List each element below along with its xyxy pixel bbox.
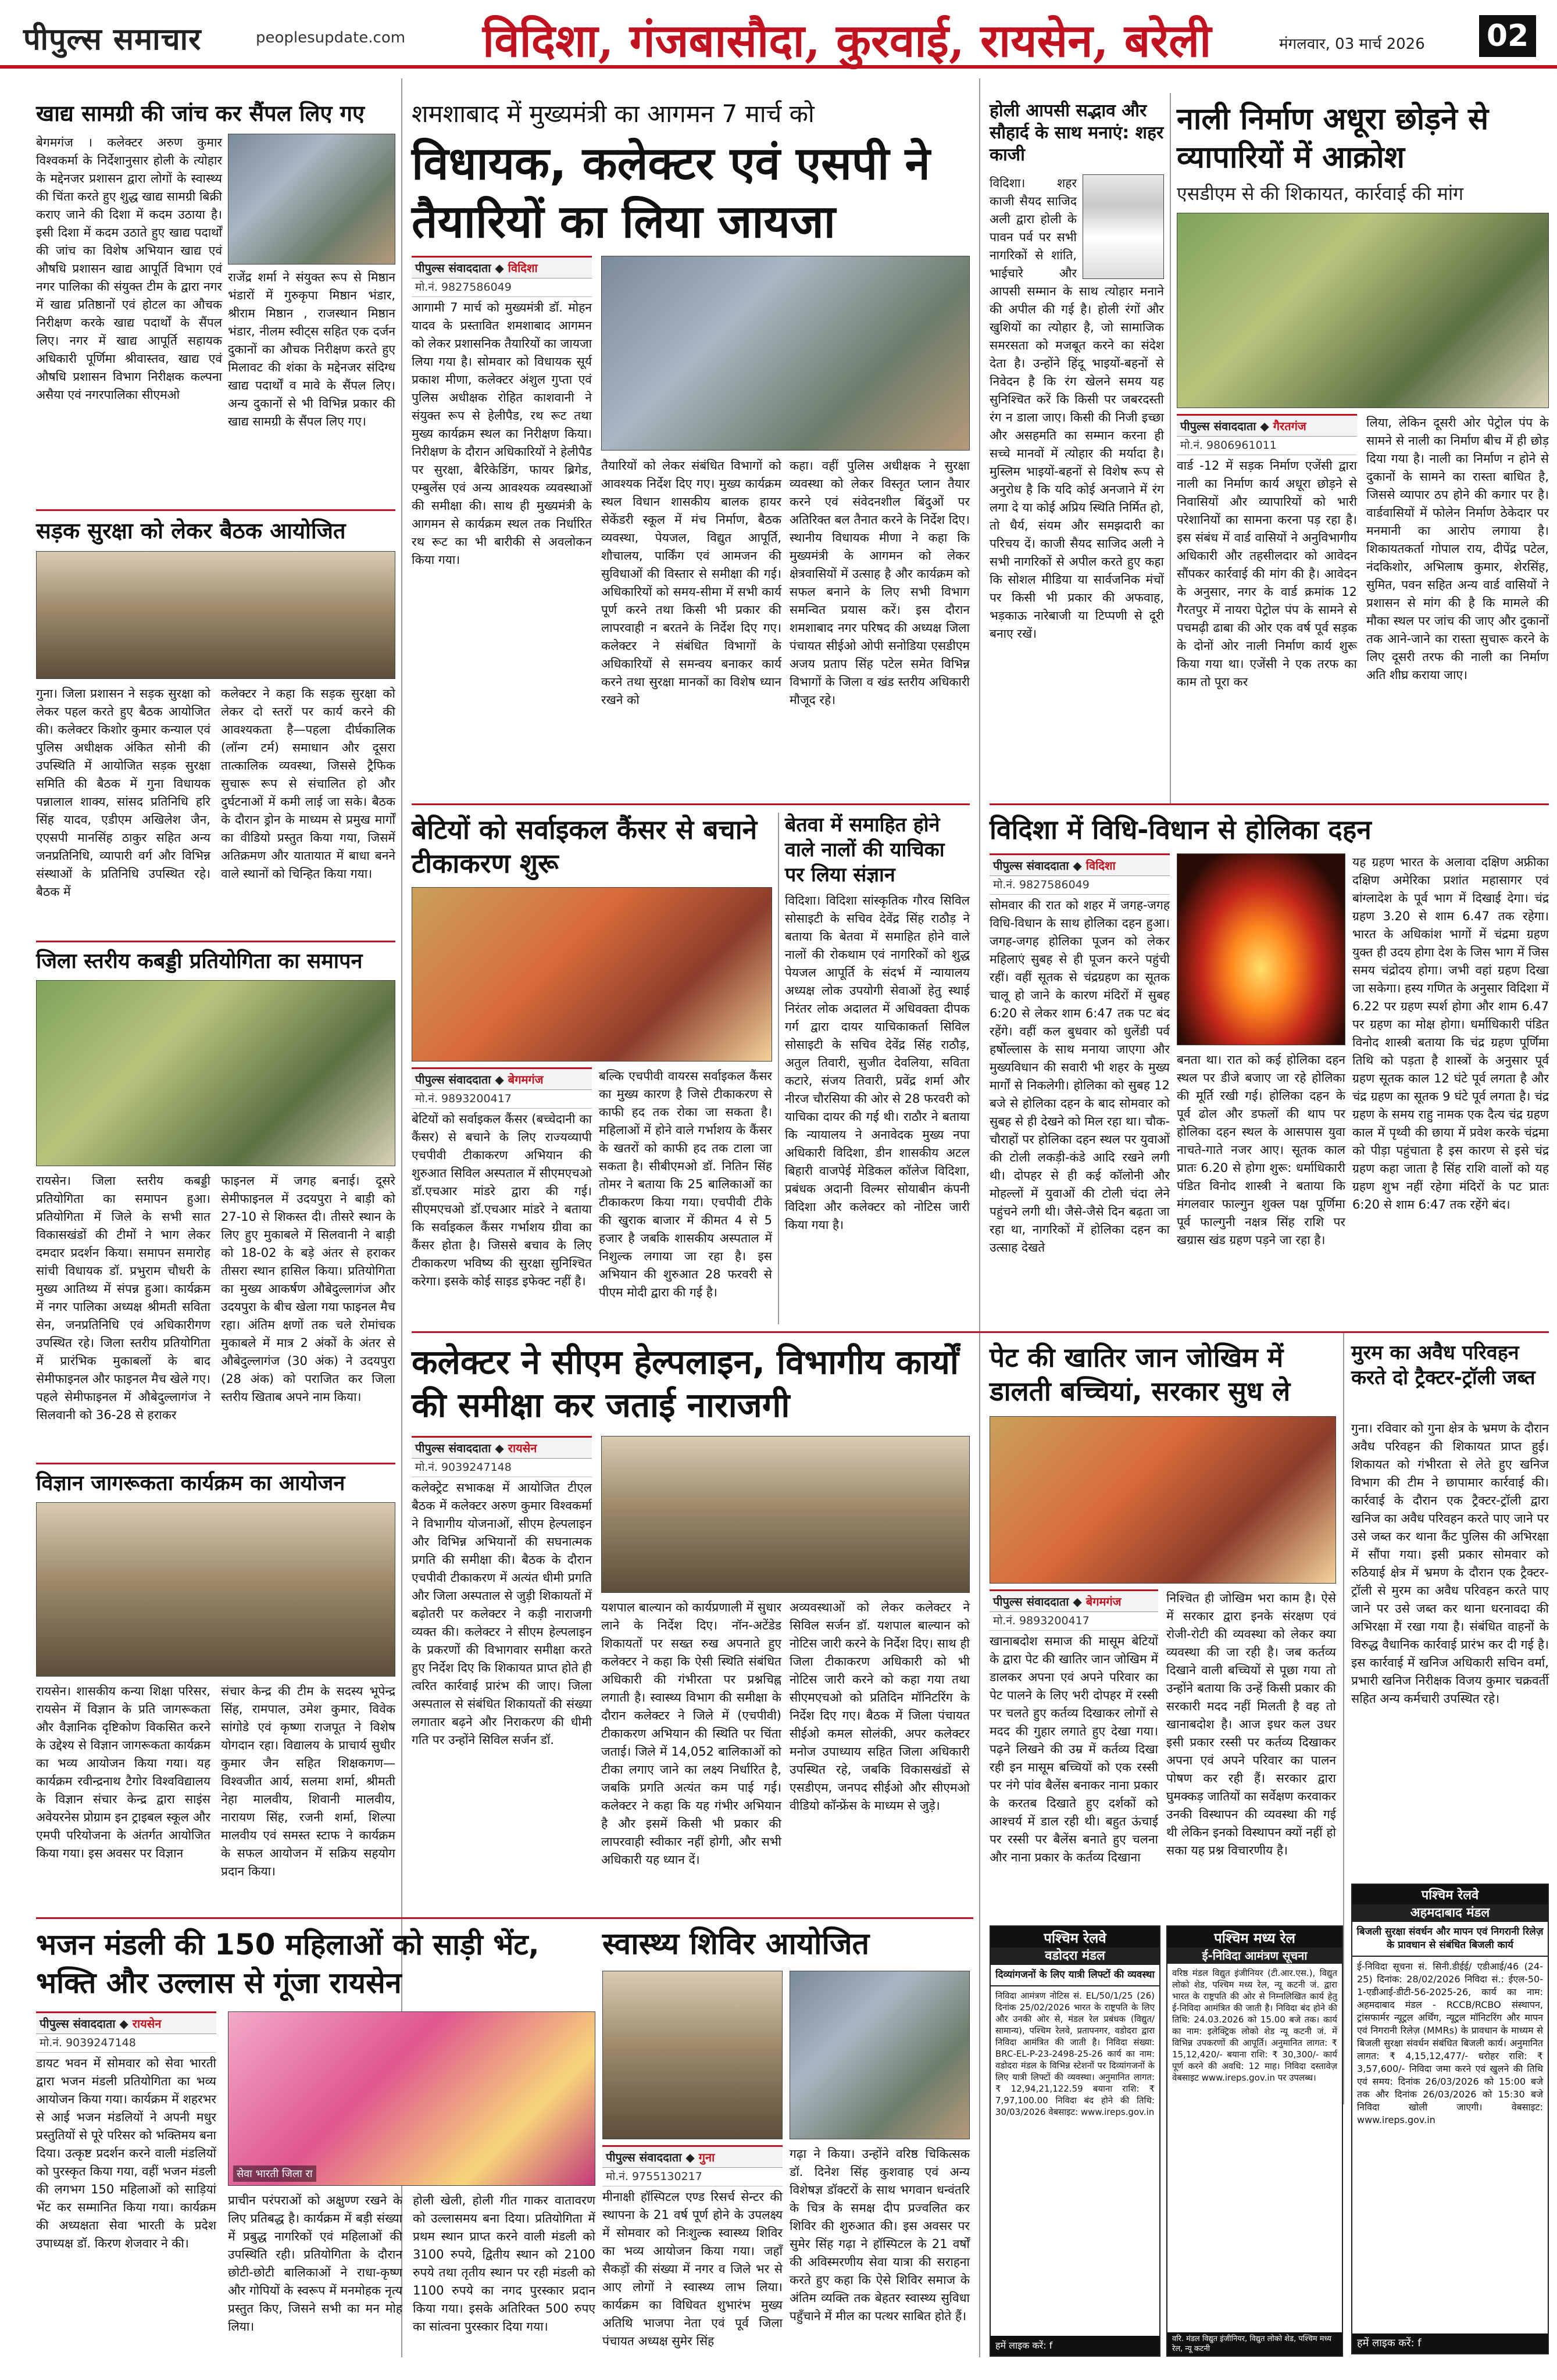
bhajan-body-right: होली खेली, होली गीत गाकर वातावरण को उल्लासमय बना दिया। प्रतियोगिता में प्रथम स्थान प्राप्त करने वाली मंडली को 3100 रुपये, द्वितीय स्थान को 2100 रुपये तथा तृतीय स्थान पर रही मंडली को 1100 रुपये का नगद पुरस्कार प्रदान किया गया। इसके अतिरिक्त 500 रुपए का सांत्वना पुरस्कार दिया गया। (413, 2193, 595, 2333)
ad-ahmedabad-body: ई-निविदा सूचना सं. सिनी.डीईई/ एडीआई/46 (24-25) दिनांक: 28/02/2026 निविदा सं.: ईएल-50-1-एडीआई-डीटी-56-2025-26, कार्य का नाम: अहमदाबाद मंडल - RCCB/RCBO संस्थापन, ट्रांसफार्मर न्यूट्रल अर्थिंग, न्यूट्रल मॉनिटरिंग और मापन एवं निगरानी रिलेज़ (MMRs) के प्रावधान के माध्यम से बिजली सुरक्षा संवर्धन संबंधित बिजली कार्य। अनुमानित लागत: ₹ 4,15,12,477/- धरोहर राशि: ₹ 3,57,600/- निविदा जमा करने एवं खुलने की तिथि एवं समय: दिनांक 26/03/2026 को 15:00 बजे तक और दिनांक 26/03/2026 को 15:30 बजे निविदा खोली जाएगी। वेबसाइट: www.ireps.gov.in (1357, 1961, 1543, 2125)
cancer-vaccination-photo (412, 887, 772, 1062)
pet-byline: पीपुल्स संवाददाता ◆ बेगमगंज (990, 1589, 1158, 1612)
ad-ahmedabad-tagline: बिजली सुरक्षा संवर्धन और मापन एवं निगरानी रिलेज़ के प्रावधान से संबंधित बिजली कार्य (1352, 1922, 1548, 1957)
khadya-body-right: राजेंद्र शर्मा ने संयुक्त रूप से मिष्ठान भंडारों में गुरुकृपा मिष्ठान भंडार, श्रीराम मिष्ठान , राजस्थान मिष्ठान भंडार, नीलम स्वीट्स सहित एक दर्जन दुकानों का औचक निरीक्षण करते हुए मिलावट की शंका के मद्देनजर संदिग्ध खाद्य पदार्थों व मावे के सैंपल लिए। अन्य दुकानों से भी विभिन्न प्रकार की खाद्य सामग्री के सैंपल लिए गए। (228, 270, 395, 428)
collector-body-3: अव्यवस्थाओं को लेकर कलेक्टर ने सिविल सर्जन डॉ. यशपाल बाल्यान को नोटिस जारी करने के निर्देश दिए। साथ ही जिला टीकाकरण अधिकारी को भी नोटिस जारी करने को कहा गया तथा सीएमएचओ को प्रतिदिन मॉनिटरिंग के निर्देश दिए गए। बैठक में जिला पंचायत सीईओ कमल सोलंकी, अपर कलेक्टर मनोज उपाध्याय सहित जिला अधिकारी उपस्थित रहे, जबकि विकासखंडों से एसडीएम, जनपद सीईओ और सीएमओ वीडियो कॉन्फ्रेंस के माध्यम से जुड़े। (790, 1600, 970, 1813)
collector-headline: कलेक्टर ने सीएम हेल्पलाइन, विभागीय कार्यों की समीक्षा कर जताई नाराजगी (412, 1342, 959, 1425)
holika-headline: विदिशा में विधि-विधान से होलिका दहन (990, 814, 1372, 845)
cancer-headline: बेटियों को सर्वाइकल कैंसर से बचाने टीकाकरण शुरू (412, 814, 758, 879)
pet-headline: पेट की खातिर जान जोखिम में डालती बच्चियां, सरकार सुध ले (990, 1342, 1291, 1407)
cancer-byline: पीपुल्स संवाददाता ◆ बेगमगंज (412, 1067, 592, 1090)
column-divider (778, 813, 779, 1324)
holika-mobile: मो.नं. 9827586049 (990, 874, 1170, 895)
kabaddi-team-photo (36, 980, 395, 1166)
ad-vadodara-body: निविदा आमंत्रण नोटिस सं. EL/50/1/25 (26) दिनांक 25/02/2026 भारत के राष्ट्रपति के लिए और उनकी ओर से, मंडल रेल प्रबंधक (विद्युत/सामान्य), पश्चिम रेलवे, प्रतापनगर, वडोदरा द्वारा निविदा आमंत्रित की जाती है। निविदा संख्या: BRC-EL-P-23-2498-25-26 कार्य का नाम: वडोदरा मंडल के विभिन्न स्टेशनों पर दिव्यांगजनों के लिए यात्री लिफ्टों की व्यवस्था। अनुमानित लागत: ₹ 12,94,21,122.59 बयाना राशि: ₹ 7,97,100.00 निविदा बंद होने की तिथि: 30/03/2026 वेबसाइट: www.ireps.gov.in (995, 1991, 1155, 2117)
issue-date: मंगलवार, 03 मार्च 2026 (1279, 35, 1425, 53)
vigyan-body-left: रायसेन। शासकीय कन्या शिक्षा परिसर, रायसेन में विज्ञान के प्रति जागरूकता और वैज्ञानिक दृष्टिकोण विकसित करने के उद्देश्य से विज्ञान जागरूकता कार्यक्रम का भव्य आयोजन किया गया। यह कार्यक्रम रवीन्द्रनाथ टैगोर विश्वविद्यालय के विज्ञान संचार केन्द्र द्वारा साइंस अवेयरनेस प्रोग्राम इन ट्राइबल स्कूल और एमपी परियोजना के अंतर्गत आयोजित किया गया। इस अवसर पर विज्ञान (36, 1684, 210, 1860)
nali-headline: नाली निर्माण अधूरा छोड़ने से व्यापारियों में आक्रोश (1177, 102, 1489, 175)
nali-body-left: वार्ड -12 में सड़क निर्माण एजेंसी द्वारा नाली का निर्माण कार्य अधूरा छोड़ने से निवासियों और व्यापारियों को भारी परेशानियों का सामना करना पड़ रहा है। इस संबंध में वार्ड वासियों ने अनुविभागीय अधिकारी और तहसीलदार को आवेदन सौंपकर कार्रवाई की मांग की है। आवेदन के अनुसार, नगर के वार्ड क्रमांक 12 गैरतपुर में नायरा पेट्रोल पंप के सामने से पचमढ़ी ढाबा की ओर एक वर्ष पूर्व सड़क के दोनों ओर नाली निर्माण कार्य शुरू किया गया था। एजेंसी ने एक तरफ का काम तो पूरा कर (1177, 459, 1358, 689)
section-rule (36, 1463, 395, 1464)
lead-body-3: कहा। वहीं पुलिस अधीक्षक ने सुरक्षा व्यवस्था को लेकर विस्तृत प्लान तैयार करने एवं संवेदनशील बिंदुओं पर अतिरिक्त बल तैनात करने के निर्देश दिए। स्थानीय विधायक मीणा ने कहा कि मुख्यमंत्री के आगमन को लेकर क्षेत्रवासियों में उत्साह है और कार्यक्रम को सफल बनाने के लिए सभी विभाग समन्वित प्रयास करें। इस दौरान शमशाबाद नगर परिषद की अध्यक्ष जिला पंचायत सीईओ ओपी सनोडिया एसडीएम अजय प्रताप सिंह पटेल समेत विभिन्न विभागों के जिला व खंड स्तरीय अधिकारी मौजूद रहे। (790, 459, 970, 707)
lead-inspection-photo (601, 256, 970, 451)
bhajan-body-mid: प्राचीन परंपराओं को अक्षुण्ण रखने के लिए प्रतिबद्ध है। कार्यक्रम में बड़ी संख्या में प्रबुद्ध नागरिकों एवं महिलाओं की उपस्थिति रही। प्रतियोगिता के दौरान छोटी-छोटी बालिकाओं ने राधा-कृष्ण और गोपियों के स्वरूप में मनमोहक नृत्य प्रस्तुत किए, जिसने सभी का मन मोह लिया। (228, 2193, 402, 2333)
section-rule (36, 941, 395, 942)
swasthya-body-right: गढ़ा ने किया। उन्होंने वरिष्ठ चिकित्सक डॉ. दिनेश सिंह कुशवाह एवं अन्य विशेषज्ञ डॉक्टरों के साथ भगवान धन्वंतरि के चित्र के समक्ष दीप प्रज्वलित कर शिविर की शुरुआत की। इस अवसर पर सुमेर सिंह गढ़ा ने हॉस्पिटल के 21 वर्षों की अविस्मरणीय सेवा यात्रा की सराहना करते हुए कहा कि ऐसे शिविर समाज के अंतिम व्यक्ति तक बेहतर स्वास्थ्य सुविधा पहुँचाने में मील का पत्थर साबित होते हैं। (790, 2147, 970, 2323)
ad-ahmedabad-tender (1351, 1884, 1549, 2369)
collector-byline: पीपुल्स संवाददाता ◆ रायसेन (412, 1436, 592, 1459)
column-divider (1343, 1331, 1344, 2104)
holika-bonfire-photo (1177, 853, 1345, 1045)
swasthya-mobile: मो.नं. 9755130217 (602, 2166, 783, 2186)
ad-vadodara-footer[interactable]: हमें लाइक करें: f facebook.com/WesternRly (991, 2336, 1159, 2356)
section-rule (990, 803, 1549, 805)
bhajan-mobile: मो.नं. 9039247148 (36, 2032, 216, 2053)
khadya-body-left: बेगमगंज । कलेक्टर अरुण कुमार विश्वकर्मा के निर्देशानुसार होली के त्योहार के मद्देनजर प्रशासन द्वारा लोगों के स्वास्थ्य की चिंता करते हुए शुद्ध खाद्य सामग्री बिक्री कराए जाने की दिशा में कदम उठाया है। इसी दिशा में कदम उठाते हुए खाद्य पदार्थों की जांच का विशेष अभियान खाद्य एवं औषधि प्रशासन खाद्य आपूर्ति विभाग एवं नगर पालिका की संयुक्त टीम के द्वारा नगर में खाद्य प्रतिष्ठानों एवं होटल का औचक निरीक्षण करके खाद्य पदार्थों के सैंपल लिए। नगर में खाद्य आपूर्ति सहायक अधिकारी पूर्णिमा श्रीवास्तव, खाद्य एवं औषधि प्रशासन विभाग निरीक्षक कल्पना असैया एवं नगरपालिका सीएमओ (36, 135, 222, 402)
swasthya-doctors-photo (790, 1971, 970, 2139)
lead-body-2: तैयारियों को लेकर संबंधित विभागों को आवश्यक निर्देश दिए गए। मुख्य कार्यक्रम स्थल विधान शासकीय बालक हायर सेकेंडरी स्कूल में मंच निर्माण, बैठक व्यवस्था, पेयजल, विद्युत आपूर्ति, शौचालय, पार्किंग एवं आमजन की सुविधाओं की विस्तार से समीक्षा की गई। अधिकारियों को समय-सीमा में सभी कार्य पूर्ण करने तथा किसी भी प्रकार की लापरवाही न बरतने के निर्देश दिए गए। कलेक्टर ने संबंधित विभागों के अधिकारियों से समन्वय बनाकर कार्य करने तथा सुरक्षा मानकों का विशेष ध्यान रखने को (601, 459, 781, 707)
murum-headline: मुरम का अवैध परिवहन करते दो ट्रैक्टर-ट्रॉली जब्त (1351, 1341, 1535, 1389)
cancer-body-left: बेटियों को सर्वाइकल कैंसर (बच्चेदानी का कैंसर) से बचाने के लिए राज्यव्यापी एचपीवी टीकाकरण अभियान की शुरुआत सिविल अस्पताल में सीएमएचओ डॉ.एचआर मांडरे द्वारा की गई। सीएमएचओ डॉ.एचआर मांडरे ने बताया कि सर्वाइकल कैंसर गर्भाशय ग्रीवा का कैंसर होता है। जिससे बचाव के लिए टीकाकरण भविष्य की सुरक्षा सुनिश्चित करेगा। इसके कोई साइड इफेक्ट नहीं है। (412, 1112, 592, 1288)
holika-byline: पीपुल्स संवाददाता ◆ विदिशा (990, 853, 1170, 876)
vigyan-event-photo (36, 1502, 395, 1677)
lead-headline: विधायक, कलेक्टर एवं एसपी ने तैयारियों का लिया जायजा (412, 138, 930, 248)
lead-body-1: आगामी 7 मार्च को मुख्यमंत्री डॉ. मोहन यादव के प्रस्तावित शमशाबाद आगमन को लेकर प्रशासनिक तैयारियों का जायजा लिया गया है। सोमवार को विधायक सूर्य प्रकाश मीणा, कलेक्टर अंशुल गुप्ता एवं पुलिस अधीक्षक रोहित काशवानी ने संयुक्त रूप से हेलीपैड, रथ रूट तथा मुख्य कार्यक्रम स्थल का निरीक्षण किया। निरीक्षण के दौरान अधिकारियों ने हेलीपैड पर सुरक्षा, बैरिकेडिंग, फायर ब्रिगेड, एम्बुलेंस एवं अन्य आवश्यक व्यवस्थाओं की समीक्षा की। साथ ही मुख्यमंत्री के आगमन से कार्यक्रम स्थल तक निर्धारित रथ रूट का भी बारीकी से अवलोकन किया गया। (412, 301, 592, 567)
holi-kazi-body: विदिशा। शहर काजी सैयद साजिद अली द्वारा होली के पावन पर्व पर सभी नागरिकों से शांति, भाईचारे और आपसी सम्मान के साथ त्योहार मनाने की अपील की गई है। होली रंगों और खुशियों का त्योहार है, जो सामाजिक समरसता को मजबूत करने का संदेश देता है। उन्होंने हिंदू भाइयों-बहनों से निवेदन है कि रंग खेलने समय यह सुनिश्चित करें कि किसी पर जबरदस्ती रंग न डाला जाए। किसी की निजी इच्छा और असहमति का सम्मान करना ही सच्चे मानवों में त्योहार की मर्यादा है। मुस्लिम भाइयों-बहनों से विशेष रूप से अनुरोध है कि यदि कोई अनजाने में रंग लगा दे या कोई अप्रिय स्थिति निर्मित हो, तो धैर्य, संयम और समझदारी का परिचय दें। काजी सैयद साजिद अली ने सभी नागरिकों से अपील करते हुए कहा कि सोशल मीडिया या सार्वजनिक मंचों पर किसी भी प्रकार की अफवाह, भड़काऊ नारेबाजी या टिप्पणी से दूरी बनाए रखें। (990, 174, 1164, 744)
pet-tightrope-photo (990, 1416, 1336, 1584)
khadya-headline: खाद्य सामग्री की जांच कर सैंपल लिए गए (36, 101, 365, 126)
holi-kazi-headline: होली आपसी सद्भाव और सौहार्द के साथ मनाएं: शहर काजी (990, 101, 1164, 165)
ad-vadodara-title: पश्चिम रेलवे (991, 1927, 1159, 1947)
vigyan-body-right: संचार केन्द्र की टीम के सदस्य भूपेन्द्र सिंह, रामपाल, उमेश कुमार, विवेक सांगोडे एवं कृष्णा राजपूत ने विशेष योगदान रहा। विद्यालय के प्राचार्य सुधीर कुमार जैन सहित शिक्षकगण—विश्वजीत आर्य, सलमा शर्मा, श्रीमती नेहा मालवीय, शिवानी मालवीय, नारायण सिंह, रजनी शर्मा, शिल्पा मालवीय एवं समस्त स्टाफ ने कार्यक्रम के सफल आयोजन में सक्रिय सहयोग प्रदान किया। (221, 1684, 395, 1878)
section-rule (36, 1917, 973, 1919)
sadak-body-right: कलेक्टर ने कहा कि सड़क सुरक्षा को लेकर दो स्तरों पर कार्य करने की आवश्यकता है—पहला दीर्घकालिक (लॉन्ग टर्म) समाधान और दूसरा तात्कालिक व्यवस्था, जिससे ट्रैफिक सुचारू रूप से संचालित हो और दुर्घटनाओं में कमी लाई जा सके। बैठक के दौरान ड्रोन के माध्यम से प्रमुख मार्गों का वीडियो प्रस्तुत किया गया, जिसमें अतिक्रमण और यातायात में बाधा बनने वाले स्थानों को चिन्हित किया गया। (221, 687, 395, 881)
column-divider (1170, 93, 1171, 803)
newspaper-logo: पीपुल्स समाचार (23, 22, 202, 57)
page-number: 02 (1479, 15, 1536, 57)
nali-body-right: लिया, लेकिन दूसरी ओर पेट्रोल पंप के सामने से नाली का निर्माण बीच में ही छोड़ दिया गया है। नाली का निर्माण न होने से दुकानों के सामने का रास्ता बाधित है, जिससे व्यापार ठप होने की कगार पर है। वार्डवासियों में फोलेन निर्माण ठेकेदार पर मनमानी का आरोप लगाया है। शिकायतकर्ता गोपाल राय, दीपेंद्र पटेल, नंदकिशोर, अभिलाष कुमार, शेरसिंह, सुमित, पवन सहित अन्य वार्ड वासियों ने प्रशासन से मांग की है कि मामले की मौका स्थल पर जांच की जाए और दुकानों तक आने-जाने का रास्ता सुचारू करने के लिए दूसरी तरफ की नाली का निर्माण अति शीघ्र कराया जाए। (1366, 416, 1549, 682)
collector-mobile: मो.नं. 9039247148 (412, 1457, 592, 1477)
ad-westcentral-footer: वरि. मंडल विद्युत इंजीनियर, विद्युत लोको शेड, पश्चिम मध्य रेल, न्यू कटनी (1167, 2332, 1342, 2356)
pet-mobile: मो.नं. 9893200417 (990, 1610, 1158, 1631)
swasthya-headline: स्वास्थ्य शिविर आयोजित (602, 1927, 870, 1961)
section-rule (412, 1331, 1549, 1333)
nali-drain-photo (1177, 213, 1549, 408)
pet-body-right: निश्चित ही जोखिम भरा काम है। ऐसे में सरकार द्वारा इनके संरक्षण एवं रोजी-रोटी की व्यवस्था को लेकर क्या व्यवस्था की जा रही है। जब कर्तव्य दिखाने वाली बच्चियों से पूछा गया तो उन्होंने बताया कि उन्हें किसी प्रकार की सरकारी मदद नहीं मिलती है वह तो खानाबदोश है। आज इधर कल उधर इसी प्रकार रस्सी पर कर्तव्य दिखाकर अपना एवं अपने परिवार का पालन पोषण कर रही हैं। सरकार द्वारा घुमक्कड़ जातियों का सर्वेक्षण करवाकर उनकी विस्थापन की व्यवस्था की गई थी लेकिन इनको विस्थापन क्यों नहीं हो सका यह प्रश्न विचारणीय है। (1166, 1591, 1336, 1857)
edition-title: विदिशा, गंजबासौदा, कुरवाई, रायसेन, बरेली (483, 15, 1212, 67)
collector-body-1: कलेक्ट्रेट सभाकक्ष में आयोजित टीएल बैठक में कलेक्टर अरुण कुमार विश्वकर्मा ने विभागीय योजनाओं, सीएम हेल्पलाइन और विभिन्न अभियानों की सघनात्मक प्रगति की समीक्षा की। बैठक के दौरान एचपीवी टीकाकरण में अत्यंत धीमी प्रगति और जिला अस्पताल से जुड़ी शिकायतों में बढ़ोतरी पर कलेक्टर ने कड़ी नाराजगी व्यक्त की। कलेक्टर ने सीएम हेल्पलाइन के प्रकरणों की विभागवार समीक्षा करते हुए निर्देश दिए कि शिकायत प्राप्त होते ही त्वरित कार्रवाई प्रारंभ की जाए। जिला अस्पताल से संबंधित शिकायतों की संख्या लगातार बढ़ने और निराकरण की धीमी गति पर उन्होंने सिविल सर्जन डॉ. (412, 1481, 592, 1747)
nali-subhead: एसडीएम से की शिकायत, कार्रवाई की मांग (1177, 183, 1464, 205)
ad-westcentral-body: वरिष्ठ मंडल विद्युत इंजीनियर (टी.आर.एस.), विद्युत लोको शेड, पश्चिम मध्य रेल, न्यू कटनी जं. द्वारा भारत के राष्ट्रपति की ओर से निम्नलिखित कार्य हेतु ई-निविदा आमंत्रित की जाती है। निविदा बंद होने की तिथि: 24.03.2026 को 15.00 बजे तक। कार्य का नाम: इलेक्ट्रिक लोको शेड न्यू कटनी जं. में विभिन्न उपकरणों की आपूर्ति। अनुमानित लागत: ₹ 15,12,420/- बयाना राशि: ₹ 30,300/- कार्य पूर्ण करने की अवधि: 12 माह। निविदा दस्तावेज़ वेबसाइट www.ireps.gov.in पर उपलब्ध। (1172, 1968, 1337, 2083)
swasthya-camp-photo (602, 1971, 783, 2139)
betwa-headline: बेतवा में समाहित होने वाले नालों की याचिका पर लिया संज्ञान (785, 813, 945, 887)
bhajan-body-left: डायट भवन में सोमवार को सेवा भारती द्वारा भजन मंडली प्रतियोगिता का भव्य आयोजन किया गया। कार्यक्रम में शहरभर से आई भजन मंडलियों ने अपनी मधुर प्रस्तुतियों से पूरे परिसर को भक्तिमय बना दिया। उत्कृष्ट प्रदर्शन करने वाली मंडलियों को पुरस्कृत किया गया, वहीं भजन मंडली की लगभग 150 महिलाओं को साड़ियां भेंट कर सम्मानित किया गया। कार्यक्रम की अध्यक्षता सेवा भारती के प्रदेश उपाध्यक्ष डॉ. किरण शेजवार ने की। (36, 2056, 216, 2250)
column-divider (979, 78, 980, 2357)
holika-body-top: सोमवार की रात को शहर में जगह-जगह विधि-विधान के साथ होलिका दहन हुआ। जगह-जगह होलिका पूजन को लेकर महिलाएं सुबह से ही पूजन करने पहुंची रहीं। वहीं सूतक से चंद्रग्रहण का सूतक चालू हो जाने के कारण मंदिरों में सुबह 6:20 से लेकर शाम 6:47 तक पट बंद रहेंगे। वहीं कल बुधवार को धुलेंडी पर्व हर्षोल्लास के साथ मनाया जाएगा और मुख्यविधान की सवारी भी शहर के मुख्य मार्गों से निकलेगी। होलिका को सुबह 12 बजे से होलिका दहन के बाद सोमवार को सुबह से ही देखने को मिल रहा था। चौक-चौराहों पर होलिका दहन स्थल पर युवाओं की टोली लकड़ी-कंडे आदि रखने लगी थी। दोपहर से ही कई कॉलोनी और मोहल्लों में युवाओं की टोली चंदा लेने पहुंचने लगी थी। जैसे-जैसे दिन बढ़ता जा रहा था, नागरिकों में होलिका दहन का उत्साह देखते (990, 898, 1170, 1255)
sadak-meeting-photo (36, 551, 395, 679)
website-url[interactable]: peoplesupdate.com (256, 29, 406, 47)
sadak-body-left: गुना। जिला प्रशासन ने सड़क सुरक्षा को लेकर पहल करते हुए बैठक आयोजित की। कलेक्टर किशोर कुमार कन्याल एवं पुलिस अधीक्षक अंकित सोनी की उपस्थिति में आयोजित सड़क सुरक्षा समिति की बैठक में गुना विधायक पन्नालाल शाक्य, सांसद प्रतिनिधि हरि सिंह यादव, एडीएम अखिलेश जैन, एएसपी मानसिंह ठाकुर सहित अन्य जनप्रतिनिधि, व्यापारी वर्ग और विभिन्न संस्थाओं के प्रतिनिधि उपस्थित रहे। बैठक में (36, 687, 210, 899)
collector-body-2: यशपाल बाल्यान को कार्यप्रणाली में सुधार लाने के निर्देश दिए। नॉन-अटेंडेड शिकायतों पर सख्त रुख अपनाते हुए कलेक्टर ने कहा कि ऐसी स्थिति संबंधित अधिकारी की गंभीरता पर प्रश्नचिह्न लगाती है। स्वास्थ्य विभाग की समीक्षा के दौरान कलेक्टर ने जिले में (एचपीवी) टीकाकरण अभियान की स्थिति पर चिंता जताई। जिले में 14,052 बालिकाओं को टीका लगाए जाने का लक्ष्य निर्धारित है, जबकि प्रगति अत्यंत कम पाई गई। कलेक्टर ने कहा कि यह गंभीर अभियान है और इसमें किसी भी प्रकार की लापरवाही स्वीकार नहीं होगी, और सभी अधिकारी यह ध्यान दें। (601, 1600, 781, 1867)
kabaddi-headline: जिला स्तरीय कबड्डी प्रतियोगिता का समापन (36, 949, 363, 973)
ad-vadodara-subtitle: वडोदरा मंडल (991, 1947, 1159, 1965)
lead-byline: पीपुल्स संवाददाता ◆ विदिशा (412, 256, 592, 278)
kabaddi-body-left: रायसेन। जिला स्तरीय कबड्डी प्रतियोगिता का समापन हुआ। प्रतियोगिता में जिले के सभी सात विकासखंडों की टीमों ने भाग लेकर दमदार प्रदर्शन किया। समापन समारोह सांची विधायक डॉ. प्रभुराम चौधरी के मुख्य आतिथ्य में संपन्न हुआ। कार्यक्रम में नगर पालिका अध्यक्ष श्रीमती सविता सेन, जनप्रतिनिधि एवं अधिकारीगण उपस्थित रहे। जिला स्तरीय प्रतियोगिता में प्रारंभिक मुकाबलों के बाद सेमीफाइनल और फाइनल मैच खेले गए। पहले सेमीफाइनल में औबेदुल्लागंज ने सिलवानी को 36-28 से हराकर (36, 1174, 211, 1422)
ad-westcentral-subtitle: ई-निविदा आमंत्रण सूचना (1167, 1947, 1342, 1964)
masthead (0, 0, 1557, 69)
cancer-body-right: बल्कि एचपीवी वायरस सर्वाइकल कैंसर का मुख्य कारण है जिसे टीकाकरण से काफी हद तक रोका जा सकता है। महिलाओं में होने वाले गर्भाशय के कैंसर के खतरों को काफी हद तक टाला जा सकता है। सीबीएमओ डॉ. नितिन सिंह तोमर ने बताया कि 25 बालिकाओं का टीकाकरण किया गया। एचपीवी टीके की खुराक बाजार में कीमत 4 से 5 हजार है जबकि शासकीय अस्पताल में निशुल्क लगाया जा रहा है। इस अभियान की शुरुआत 28 फरवरी से पीएम मोदी द्वारा की गई है। (599, 1069, 772, 1299)
ad-vadodara-tagline: दिव्यांगजनों के लिए यात्री लिफ्टों की व्यवस्था (991, 1965, 1159, 1986)
swasthya-body-left: मीनाक्षी हॉस्पिटल एण्ड रिसर्च सेन्टर की स्थापना के 21 वर्ष पूर्ण होने के उपलक्ष्य में सोमवार को निःशुल्क स्वास्थ्य शिविर का भव्य आयोजन किया गया। जहाँ सैकड़ों की संख्या में नगर व जिले भर से आए लोगों ने स्वास्थ्य लाभ लिया। कार्यक्रम का विधिवत शुभारंभ मुख्य अतिथि भाजपा नेता एवं पूर्व जिला पंचायत अध्यक्ष सुमेर सिंह (602, 2190, 783, 2348)
pet-body-left: खानाबदोश समाज की मासूम बेटियों के द्वारा पेट की खातिर जान जोखिम में डालकर अपना एवं अपने परिवार का पेट पालने के लिए भरी दोपहर में रस्सी पर चलते हुए कर्तव्य दिखाकर लोगों से मदद की गुहार लगाते हुए देखा गया। पढ़ने लिखने की उम्र में कर्तव्य दिखा रही इन मासूम बच्चियों को एक रस्सी पर नंगे पांव बैलेंस बनाकर नाना प्रकार के करतब दिखाते हुए दर्शकों को आश्चर्य में डाल रही थी। बहुत ऊंचाई पर रस्सी पर बैलेंस बनाते हुए चलना और नाना प्रकार के कर्तव्य दिखाना (990, 1634, 1158, 1864)
portrait-float-spacer (1077, 174, 1164, 281)
ad-ahmedabad-title: पश्चिम रेलवे (1352, 1885, 1548, 1904)
ad-westcentral-tender (1166, 1925, 1343, 2357)
swasthya-byline: पीपुल्स संवाददाता ◆ गुना (602, 2145, 783, 2168)
murum-body: गुना। रविवार को गुना क्षेत्र के भ्रमण के दौरान अवैध परिवहन की शिकायत प्राप्त हुई। शिकायत को गंभीरता से लेते हुए खनिज विभाग की टीम ने छापामार कार्रवाई की। कार्रवाई के दौरान एक ट्रैक्टर-ट्रॉली द्वारा खनिज का अवैध परिवहन करते पाए जाने पर उसे जब्त कर थाना कैंट पुलिस की अभिरक्षा में सौंपा गया। इसी प्रकार सोमवार को रुठियाई क्षेत्र में भ्रमण के दौरान एक ट्रैक्टर-ट्रॉली से मुरम का अवैध परिवहन करते पाए जाने पर उसे जब्त कर थाना धरनावदा की अभिरक्षा में रखा गया है। संबंधित वाहनों के विरुद्ध वैधानिक कार्रवाई प्रारंभ कर दी गई है। इस कार्रवाई में खनिज अधिकारी सचिन वर्मा, प्रभारी खनिज निरीक्षक विजय कुमार चक्रवर्ती सहित अन्य कर्मचारी उपस्थित रहे। (1351, 1421, 1549, 1706)
nali-mobile: मो.नं. 9806961011 (1177, 435, 1357, 455)
bhajan-headline: भजन मंडली की 150 महिलाओं को साड़ी भेंट, भक्ति और उल्लास से गूंजा रायसेन (36, 1928, 540, 2000)
ad-westcentral-title: पश्चिम मध्य रेल (1167, 1927, 1342, 1947)
holika-body-right: यह ग्रहण भारत के अलावा दक्षिण अफ्रीका दक्षिण अमेरिका प्रशांत महासागर एवं बांग्लादेश के पूर्व भाग में दिखाई देगा। चंद्र ग्रहण 3.20 से शाम 6.47 तक रहेगा। भारत के अधिकांश भागों में चंद्रमा ग्रहण युक्त ही उदय होगा देश के जिस भाग में जिस समय चंद्रोदय होगा। जभी वहां ग्रहण दिखा जा सकेगा। हस्य गणित के अनुसार विदिशा में 6.22 पर ग्रहण स्पर्श होगा और शाम 6.47 पर ग्रहण का मोक्ष होगा। धर्माधिकारी पंडित विनोद शास्त्री बताया कि चंद्र ग्रहण पूर्णिमा तिथि को पड़ता है शास्त्रों के अनुसार पूर्व ग्रहण सूतक काल 12 घंटे पूर्व लगता है और चंद्र ग्रहण का सूतक 9 घंटे पूर्व लगता है। चंद्र ग्रहण के समय राहु नामक एक दैत्य चंद्र ग्रहण काल में पृथ्वी की छाया में प्रवेश करके चंद्रमा को पीड़ा पहुंचाता है इस कारण से इसे चंद्र ग्रहण कहा जाता है सिंह राशि वालों को यह ग्रहण शुभ नहीं रहेगा मंदिरों के पट प्रातः 6:20 से शाम 6:47 तक रहेंगे बंद। (1352, 855, 1549, 1212)
ad-ahmedabad-subtitle: अहमदाबाद मंडल (1352, 1904, 1548, 1922)
holika-body-mid: बनता था। रात को कई होलिका दहन स्थल पर डीजे बजाए जा रहे होलिका की मूर्ति रखी गई। होलिका दहन के पूर्व ढोल और डफलों की थाप पर होलिका दहन स्थल के आसपास युवा नाचते-गाते नजर आए। सूतक काल प्रातः 6.20 से होगा शुरू: धर्माधिकारी पंडित विनोद शास्त्री ने बताया कि मंगलवार फाल्गुन शुक्ल पक्ष पूर्णिमा पूर्व फाल्गुनी नक्षत्र सिंह राशि पर खग्रास खंड ग्रहण पड़ने जा रहा है। (1177, 1053, 1345, 1247)
section-rule (412, 803, 970, 805)
bhajan-photo: सेवा भारती जिला रा (228, 2011, 595, 2186)
ad-vadodara-tender (990, 1925, 1160, 2371)
ad-ahmedabad-footer[interactable]: हमें लाइक करें: f facebook.com/WesternRly (1352, 2333, 1548, 2353)
khadya-photo (228, 134, 395, 265)
nali-byline: पीपुल्स संवाददाता ◆ गैरतगंज (1177, 414, 1357, 437)
bhajan-byline: पीपुल्स संवाददाता ◆ रायसेन (36, 2011, 216, 2034)
sadak-headline: सड़क सुरक्षा को लेकर बैठक आयोजित (36, 518, 346, 544)
section-rule (36, 509, 395, 511)
collector-meeting-photo (601, 1436, 970, 1593)
cancer-mobile: मो.नं. 9893200417 (412, 1088, 592, 1109)
vigyan-headline: विज्ञान जागरूकता कार्यक्रम का आयोजन (36, 1471, 345, 1495)
lead-mobile: मो.नं. 9827586049 (412, 277, 592, 297)
betwa-body: विदिशा। विदिशा सांस्कृतिक गौरव सिविल सोसाइटी के सचिव देवेंद्र सिंह राठौड़ ने बताया कि बेतवा में समाहित होने वाले नालों की रोकथाम एवं नागरिकों को शुद्ध पेयजल आपूर्ति के संदर्भ में न्यायालय अध्यक्ष लोक उपयोगी सेवाओं हेतु स्थाई निरंतर लोक अदालत में अधिवक्ता दीपक गर्ग द्वारा दायर याचिकाकर्ता सिविल सोसाइटी के सचिव देवेंद्र सिंह राठौड़, अतुल तिवारी, सुजीत देवलिया, सविता कटारे, संजय तिवारी, प्रवेंद्र शर्मा और नीरज चौरसिया की ओर से 28 फरवरी को याचिका दायर की गई थी। राठौर ने बताया कि न्यायालय ने अनावेदक मुख्य नपा अधिकारी विदिशा, डीन शासकीय अटल बिहारी वाजपेई मेडिकल कॉलेज विदिशा, प्रबंधक अदानी विल्मर सोयाबीन कंपनी विदिशा और कलेक्टर को नोटिस जारी किया गया है। (785, 894, 970, 1232)
kabaddi-body-right: फाइनल में जगह बनाई। दूसरे सेमीफाइनल में उदयपुरा ने बाड़ी को 27-10 से शिकस्त दी। तीसरे स्थान के लिए हुए मुकाबले में सिलवानी ने बाड़ी को 18-02 के बड़े अंतर से हराकर तीसरा स्थान हासिल किया। प्रतियोगिता का मुख्य आकर्षण औबेदुल्लागंज और उदयपुरा के बीच खेला गया फाइनल मैच रहा। अंतिम क्षणों तक चले रोमांचक मुकाबले में मात्र 2 अंकों के अंतर से औबेदुल्लागंज (30 अंक) ने उदयपुरा (28 अंक) को पराजित कर जिला स्तरीय खिताब अपने नाम किया। (221, 1174, 395, 1404)
lead-kicker: शमशाबाद में मुख्यमंत्री का आगमन 7 मार्च को (412, 99, 815, 128)
